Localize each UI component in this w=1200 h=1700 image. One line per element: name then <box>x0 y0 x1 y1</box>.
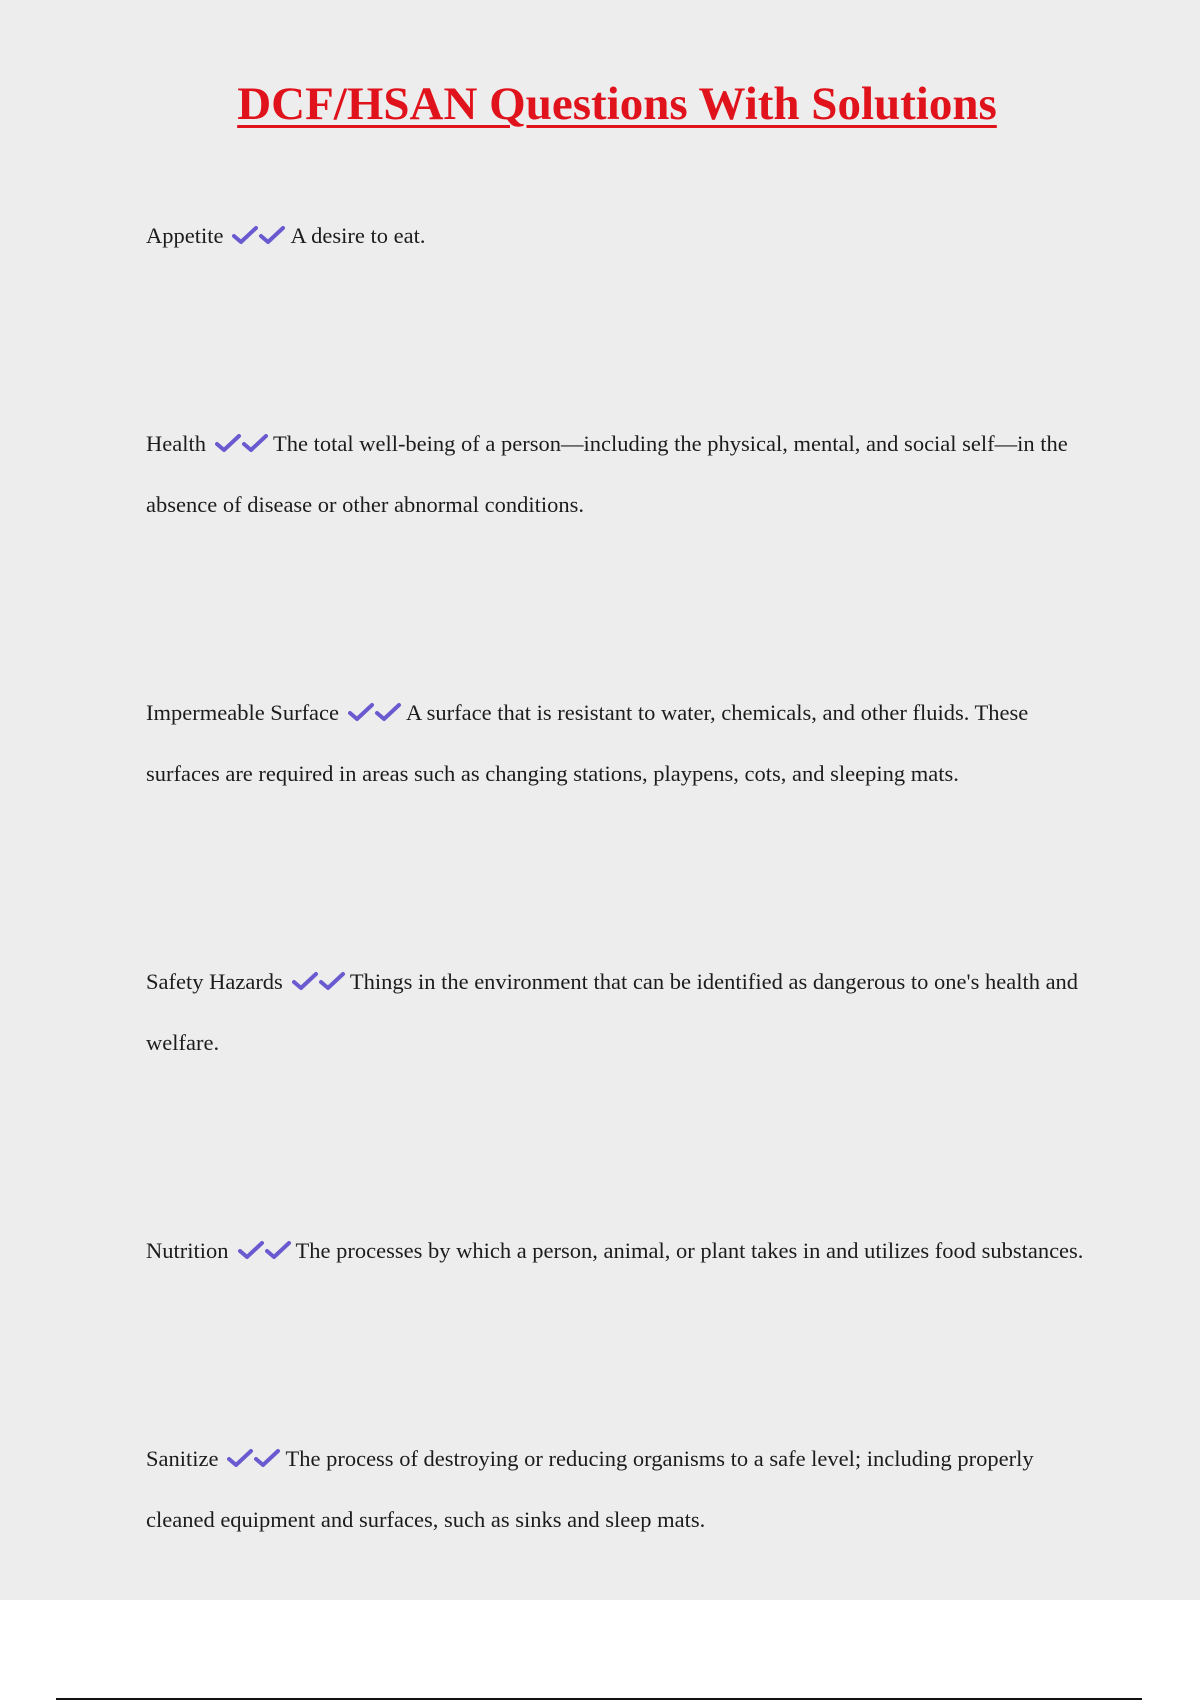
check-icon <box>227 1448 254 1468</box>
entry-term: Nutrition <box>146 1238 229 1263</box>
entry-appetite <box>146 205 1096 266</box>
entry-nutrition <box>146 1220 1096 1281</box>
entry-impermeable-surface <box>146 682 1096 804</box>
entry-term: Safety Hazards <box>146 969 283 994</box>
check-icon <box>238 1240 265 1260</box>
document-title: DCF/HSAN Questions With Solutions <box>237 78 997 130</box>
entry-health <box>146 413 1096 535</box>
entry-sanitize <box>146 1428 1096 1550</box>
entry-list <box>146 205 1096 1697</box>
check-icon <box>242 433 269 453</box>
entry-safety-hazards <box>146 951 1096 1073</box>
check-icon <box>259 225 286 245</box>
entry-definition: The total well-being of a person—including the physical, mental, and social self—in the absence of disease or other abnormal conditions. <box>146 431 1068 517</box>
entry-term: Appetite <box>146 223 224 248</box>
entry-definition: Things in the environment that can be identified as dangerous to one's health and welfare. <box>146 969 1079 1055</box>
check-icon <box>215 433 242 453</box>
check-icon <box>348 702 375 722</box>
check-icon <box>292 971 319 991</box>
entry-term: Sanitize <box>146 1446 219 1471</box>
entry-definition: A surface that is resistant to water, chemicals, and other fluids. These surfaces are required in areas such as changing stations, playpens, cots, and sleeping mats. <box>146 700 1029 786</box>
entry-definition: The processes by which a person, animal, or plant takes in and utilizes food substances. <box>295 1238 1084 1263</box>
check-icon <box>319 971 346 991</box>
check-icon <box>254 1448 281 1468</box>
entry-term: Health <box>146 431 206 456</box>
check-icon <box>232 225 259 245</box>
entry-definition: A desire to eat. <box>290 223 426 248</box>
entry-term: Impermeable Surface <box>146 700 340 725</box>
check-icon <box>375 702 402 722</box>
check-icon <box>265 1240 292 1260</box>
entry-definition: The process of destroying or reducing organisms to a safe level; including properly cleaned equipment and surfaces, such as sinks and sleep mats. <box>146 1446 1034 1532</box>
